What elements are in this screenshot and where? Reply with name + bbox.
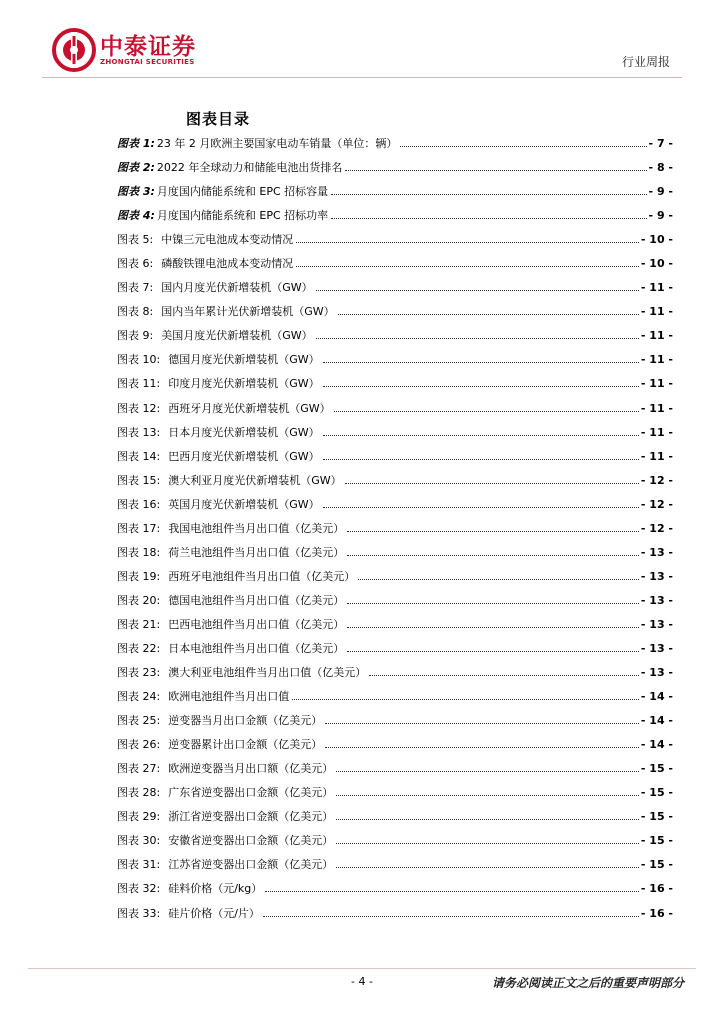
toc-entry[interactable]: [117, 425, 673, 449]
toc-dot-leader: [323, 449, 639, 460]
toc-entry-page: - 11 -: [640, 305, 673, 319]
toc-entry-title: 磷酸铁锂电池成本变动情况: [161, 257, 294, 271]
toc-entry[interactable]: [117, 280, 673, 304]
toc-entry[interactable]: [117, 713, 673, 737]
toc-entry-label: 图表 32:: [117, 882, 161, 896]
toc-entry-page: - 7 -: [648, 137, 673, 150]
toc-entry-title: 硅料价格（元/kg）: [168, 882, 263, 896]
toc-entry-page: - 15 -: [640, 858, 673, 872]
toc-entry[interactable]: [117, 761, 673, 785]
toc-entry-page: - 14 -: [640, 690, 673, 704]
toc-entry[interactable]: [117, 833, 673, 857]
toc-dot-leader: [265, 881, 639, 892]
toc-dot-leader: [331, 208, 646, 219]
toc-entry-label: 图表 25:: [117, 714, 161, 728]
toc-entry[interactable]: [117, 689, 673, 713]
toc-entry-page: - 12 -: [640, 497, 673, 511]
toc-entry-title: 德国电池组件当月出口值（亿美元）: [168, 593, 345, 607]
toc-entry[interactable]: [117, 857, 673, 881]
toc-entry-label: 图表 19:: [117, 569, 161, 583]
toc-dot-leader: [347, 641, 639, 652]
toc-entry[interactable]: [117, 785, 673, 809]
toc-dot-leader: [345, 473, 639, 484]
toc-entry-label: 图表 12:: [117, 401, 161, 415]
brand-name-cn: 中泰证券: [100, 34, 196, 60]
toc-entry-label: 图表 15:: [117, 473, 161, 487]
toc-dot-leader: [331, 184, 646, 195]
toc-entry[interactable]: [117, 160, 673, 184]
toc-dot-leader: [316, 280, 639, 291]
toc-entry-label: 图表 26:: [117, 738, 161, 752]
footer-disclaimer: 请务必阅读正文之后的重要声明部分: [491, 976, 684, 990]
toc-entry-page: - 16 -: [640, 882, 673, 896]
toc-entry-label: 图表 31:: [117, 858, 161, 872]
toc-entry-title: 欧洲逆变器当月出口额（亿美元）: [168, 762, 334, 776]
toc-entry-label: 图表 18:: [117, 545, 161, 559]
toc-dot-leader: [316, 328, 639, 339]
toc-entry-title: 安徽省逆变器出口金额（亿美元）: [168, 834, 334, 848]
toc-entry[interactable]: [117, 184, 673, 208]
toc-entry-page: - 11 -: [640, 425, 673, 439]
toc-entry[interactable]: [117, 401, 673, 425]
toc-entry-title: 西班牙月度光伏新增装机（GW）: [168, 401, 331, 415]
toc-entry-page: - 9 -: [648, 209, 673, 223]
toc-entry-label: 图表 9:: [117, 329, 154, 343]
toc-entry-label: 图表 21:: [117, 617, 161, 631]
toc-entry-title: 广东省逆变器出口金额（亿美元）: [168, 786, 334, 800]
brand-name-en: ZHONGTAI SECURITIES: [100, 58, 195, 66]
toc-dot-leader: [296, 256, 639, 267]
toc-dot-leader: [323, 497, 639, 508]
toc-entry-page: - 11 -: [640, 353, 673, 367]
toc-entry-page: - 13 -: [640, 666, 673, 680]
toc-entry-page: - 12 -: [640, 473, 673, 487]
toc-entry-title: 美国月度光伏新增装机（GW）: [161, 329, 313, 343]
toc-entry-title: 印度月度光伏新增装机（GW）: [168, 377, 320, 391]
toc-entry[interactable]: [117, 232, 673, 256]
toc-entry-label: 图表 23:: [117, 666, 161, 680]
toc-entry-title: 荷兰电池组件当月出口值（亿美元）: [168, 545, 345, 559]
toc-entry-page: - 13 -: [640, 617, 673, 631]
toc-entry-label: 图表 2:: [117, 161, 155, 175]
toc-entry-title: 西班牙电池组件当月出口值（亿美元）: [168, 569, 356, 583]
toc-entry-title: 澳大利亚电池组件当月出口值（亿美元）: [168, 666, 367, 680]
toc-entry-label: 图表 8:: [117, 305, 154, 319]
toc-entry-title: 国内当年累计光伏新增装机（GW）: [161, 305, 335, 319]
toc-entry[interactable]: [117, 593, 673, 617]
report-type-label: 行业周报: [621, 55, 670, 69]
toc-entry-page: - 13 -: [640, 569, 673, 583]
toc-entry-label: 图表 10:: [117, 353, 161, 367]
page-number: - 4 -: [351, 975, 373, 988]
toc-entry-title: 欧洲电池组件当月出口值: [168, 690, 290, 704]
toc-dot-leader: [323, 376, 639, 387]
toc-entry-title: 月度国内储能系统和 EPC 招标功率: [156, 209, 329, 223]
toc-entry-page: - 9 -: [648, 185, 673, 199]
toc-entry-title: 江苏省逆变器出口金额（亿美元）: [168, 858, 334, 872]
toc-entry-page: - 11 -: [640, 281, 673, 295]
toc-dot-leader: [347, 593, 639, 604]
toc-entry[interactable]: [117, 352, 673, 376]
toc-entry-page: - 13 -: [640, 593, 673, 607]
toc-entry-page: - 11 -: [640, 449, 673, 463]
toc-dot-leader: [347, 545, 639, 556]
toc-dot-leader: [336, 809, 639, 820]
zhongtai-logo-icon: [52, 28, 96, 72]
toc-entry-title: 逆变器累计出口金额（亿美元）: [168, 738, 323, 752]
toc-entry-label: 图表 1:: [117, 137, 155, 150]
toc-entry-label: 图表 14:: [117, 449, 161, 463]
toc-entry-title: 中镍三元电池成本变动情况: [161, 233, 294, 247]
toc-entry-title: 浙江省逆变器出口金额（亿美元）: [168, 810, 334, 824]
toc-entry-title: 月度国内储能系统和 EPC 招标容量: [156, 185, 329, 199]
toc-entry-label: 图表 33:: [117, 906, 161, 920]
toc-entry[interactable]: [117, 208, 673, 232]
toc-entry[interactable]: [117, 617, 673, 641]
toc-entry-title: 巴西月度光伏新增装机（GW）: [168, 449, 320, 463]
toc-entry-page: - 14 -: [640, 738, 673, 752]
toc-entry-page: - 15 -: [640, 762, 673, 776]
toc-dot-leader: [400, 136, 646, 147]
toc-dot-leader: [323, 425, 639, 436]
toc-entry-page: - 12 -: [640, 521, 673, 535]
toc-entry-label: 图表 29:: [117, 810, 161, 824]
toc-entry-label: 图表 20:: [117, 593, 161, 607]
toc-entry-label: 图表 22:: [117, 641, 161, 655]
toc-dot-leader: [292, 689, 639, 700]
footer-divider: [28, 968, 696, 969]
toc-entry-title: 日本电池组件当月出口值（亿美元）: [168, 641, 345, 655]
toc-entry-label: 图表 17:: [117, 521, 161, 535]
toc-entry-page: - 11 -: [640, 329, 673, 343]
toc-entry-page: - 11 -: [640, 377, 673, 391]
toc-entry-page: - 11 -: [640, 401, 673, 415]
toc-entry-page: - 16 -: [640, 906, 673, 920]
toc-entry-page: - 13 -: [640, 641, 673, 655]
toc-entry-title: 23 年 2 月欧洲主要国家电动车销量（单位：辆）: [156, 137, 398, 150]
toc-entry-page: - 15 -: [640, 810, 673, 824]
toc-entry-title: 国内月度光伏新增装机（GW）: [161, 281, 313, 295]
toc-entry-label: 图表 13:: [117, 425, 161, 439]
toc-entry-label: 图表 24:: [117, 690, 161, 704]
toc-entry-page: - 15 -: [640, 786, 673, 800]
toc-entry-page: - 10 -: [640, 233, 673, 247]
toc-entry[interactable]: [117, 737, 673, 761]
toc-entry-title: 德国月度光伏新增装机（GW）: [168, 353, 320, 367]
toc-entry-title: 日本月度光伏新增装机（GW）: [168, 425, 320, 439]
toc-entry[interactable]: [117, 881, 673, 905]
toc-dot-leader: [358, 569, 639, 580]
toc-entry-page: - 14 -: [640, 714, 673, 728]
toc-dot-leader: [323, 352, 639, 363]
toc-entry[interactable]: [117, 521, 673, 545]
toc-entry-page: - 13 -: [640, 545, 673, 559]
toc-entry-label: 图表 6:: [117, 257, 154, 271]
toc-entry-label: 图表 11:: [117, 377, 161, 391]
toc-entry[interactable]: [117, 809, 673, 833]
toc-entry[interactable]: [117, 906, 673, 930]
toc-dot-leader: [336, 785, 639, 796]
toc-dot-leader: [296, 232, 639, 243]
toc-entry-page: - 10 -: [640, 257, 673, 271]
toc-entry-label: 图表 5:: [117, 233, 154, 247]
toc-entry[interactable]: [117, 304, 673, 328]
toc-entry[interactable]: [117, 569, 673, 593]
toc-dot-leader: [338, 304, 639, 315]
toc-entry[interactable]: [117, 473, 673, 497]
toc-dot-leader: [336, 857, 639, 868]
toc-entry[interactable]: [117, 545, 673, 569]
toc-dot-leader: [336, 833, 639, 844]
header-divider: [42, 77, 682, 78]
toc-entry-page: - 15 -: [640, 834, 673, 848]
toc-entry-label: 图表 28:: [117, 786, 161, 800]
toc-dot-leader: [336, 761, 639, 772]
toc-dot-leader: [345, 160, 646, 171]
toc-dot-leader: [369, 665, 639, 676]
toc-entry-title: 逆变器当月出口金额（亿美元）: [168, 714, 323, 728]
toc-entry-title: 英国月度光伏新增装机（GW）: [168, 497, 320, 511]
toc-entry[interactable]: [117, 376, 673, 400]
figure-toc-list: [117, 136, 673, 930]
toc-entry[interactable]: [117, 641, 673, 665]
toc-entry[interactable]: [117, 136, 673, 160]
toc-entry-page: - 8 -: [648, 161, 673, 175]
toc-entry-title: 澳大利亚月度光伏新增装机（GW）: [168, 473, 342, 487]
toc-dot-leader: [347, 521, 639, 532]
toc-entry[interactable]: [117, 449, 673, 473]
toc-dot-leader: [334, 401, 639, 412]
toc-entry[interactable]: [117, 328, 673, 352]
toc-dot-leader: [325, 737, 639, 748]
toc-entry-label: 图表 3:: [117, 185, 155, 199]
toc-entry-title: 巴西电池组件当月出口值（亿美元）: [168, 617, 345, 631]
toc-entry-label: 图表 27:: [117, 762, 161, 776]
toc-entry-label: 图表 16:: [117, 497, 161, 511]
toc-entry[interactable]: [117, 256, 673, 280]
toc-entry[interactable]: [117, 497, 673, 521]
toc-dot-leader: [325, 713, 639, 724]
toc-entry-label: 图表 4:: [117, 209, 155, 223]
toc-title: 图表目录: [186, 110, 251, 128]
toc-entry[interactable]: [117, 665, 673, 689]
toc-entry-title: 硅片价格（元/片）: [168, 906, 260, 920]
toc-entry-label: 图表 7:: [117, 281, 154, 295]
toc-entry-title: 2022 年全球动力和储能电池出货排名: [156, 161, 343, 175]
toc-entry-label: 图表 30:: [117, 834, 161, 848]
toc-entry-title: 我国电池组件当月出口值（亿美元）: [168, 521, 345, 535]
page-header: [0, 0, 724, 80]
toc-dot-leader: [263, 906, 639, 917]
toc-dot-leader: [347, 617, 639, 628]
